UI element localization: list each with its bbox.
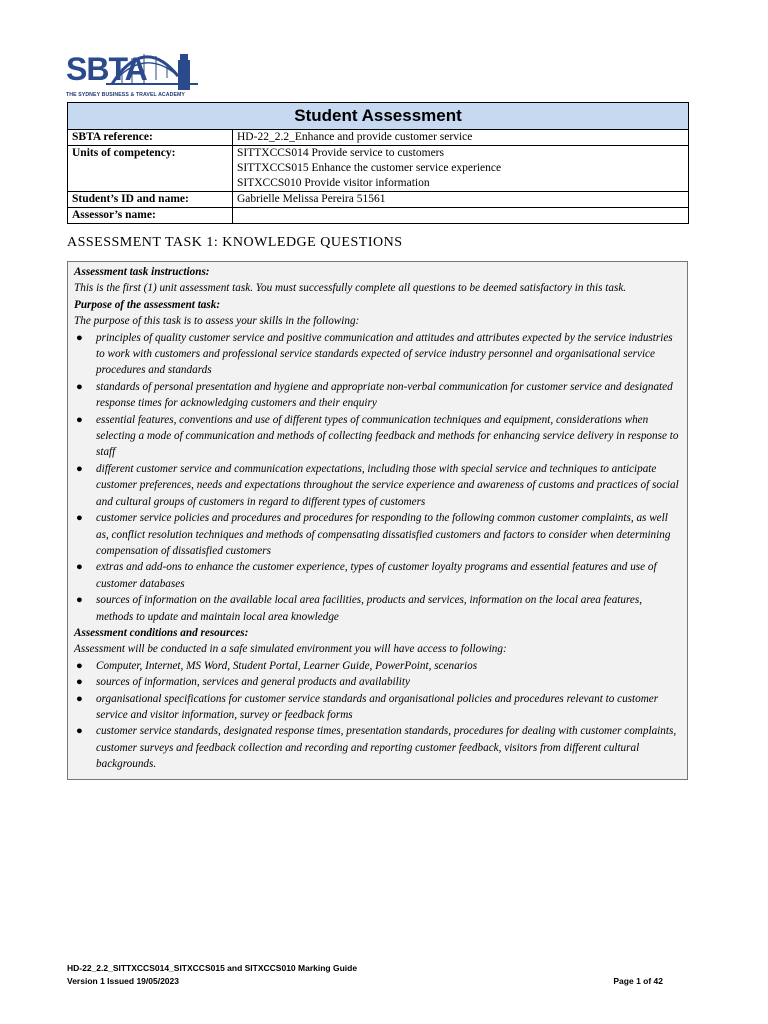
table-row — [68, 130, 689, 146]
logo-tagline: THE SYDNEY BUSINESS & TRAVEL ACADEMY — [66, 92, 185, 98]
list-item-text: extras and add-ons to enhance the customer experience, types of customer loyalty programs and essential features and use of customer databases — [96, 561, 657, 590]
instructions-box — [67, 261, 688, 780]
table-title: Student Assessment — [68, 103, 689, 130]
row-value — [233, 130, 689, 146]
list-item-text: Computer, Internet, MS Word, Student Portal, Learner Guide, PowerPoint, scenarios — [96, 659, 478, 672]
list-item-text: essential features, conventions and use of different types of communication techniques and equipment, considerations when selecting a mode of communication and methods of collecting feedback and methods for enhancing service delivery in response to staff — [96, 413, 679, 459]
list-item-text: different customer service and communication expectations, including those with special service and techniques to anticipate customer preferences, needs and expectations throughout the service experience and awareness of customs and practices of social and cultural groups of customers in regard to different types of customers — [96, 462, 679, 508]
list-item — [74, 674, 681, 690]
list-item-text: sources of information on the available local area facilities, products and services, information on the local area features, methods to update and maintain local area knowledge — [96, 594, 643, 623]
list-item-text: principles of quality customer service and positive communication and attitudes and attributes expected by the service industries to work with customers and professional service standards expected of service industry personnel and organisational service procedures and standards — [96, 331, 673, 377]
list-item-text: standards of personal presentation and hygiene and appropriate non-verbal communication for customer service and designated response times for acknowledging customers and their enquiry — [96, 380, 673, 410]
bullet-icon: ● — [76, 331, 83, 344]
bullet-icon: ● — [76, 380, 83, 393]
purpose-heading: Purpose of the assessment task: — [74, 298, 221, 311]
conditions-text: Assessment will be conducted in a safe simulated environment you will have access to following: — [74, 643, 507, 656]
bullet-icon: ● — [76, 413, 83, 426]
list-item — [74, 559, 681, 592]
list-item — [74, 510, 681, 559]
bullet-icon: ● — [76, 659, 83, 672]
resources-list — [74, 658, 681, 773]
purpose-text: The purpose of this task is to assess your skills in the following: — [74, 315, 360, 328]
footer-document-title: HD-22_2.2_SITTXCCS014_SITXCCS015 and SITXCCS010 Marking Guide — [67, 963, 358, 973]
student-id-name-value: Gabrielle Melissa Pereira 51561 — [237, 193, 386, 205]
sbta-reference-value: HD-22_2.2_Enhance and provide customer service — [237, 131, 473, 143]
row-value — [233, 146, 689, 192]
instructions-heading: Assessment task instructions: — [74, 266, 210, 278]
list-item-text: customer service standards, designated response times, presentation standards, procedures for dealing with customer complaints, customer surveys and feedback collection and recording and reporting customer feedback, visitors from different cultural backgrounds. — [96, 725, 677, 771]
list-item-text: sources of information, services and general products and availability — [96, 676, 410, 689]
list-item — [74, 691, 681, 724]
purpose-list — [74, 330, 681, 625]
row-label: SBTA reference: — [68, 130, 233, 146]
unit-line: SITTXCCS014 Provide service to customers — [237, 147, 444, 159]
list-item — [74, 461, 681, 510]
unit-line: SITXCCS010 Provide visitor information — [237, 177, 430, 189]
page-footer — [67, 962, 663, 988]
list-item — [74, 592, 681, 625]
footer-version: Version 1 Issued 19/05/2023 — [67, 976, 179, 986]
table-row — [68, 146, 689, 192]
task-heading: ASSESSMENT TASK 1: KNOWLEDGE QUESTIONS — [67, 235, 403, 250]
instructions-text: This is the first (1) unit assessment task. You must successfully complete all questions to be deemed satisfactory in this task. — [74, 282, 627, 295]
row-label: Student’s ID and name: — [68, 192, 233, 208]
list-item — [74, 379, 681, 412]
table-row — [68, 192, 689, 208]
row-value — [233, 192, 689, 208]
bullet-icon: ● — [76, 676, 83, 689]
list-item — [74, 412, 681, 461]
assessor-name-value — [233, 208, 689, 224]
list-item — [74, 723, 681, 772]
bullet-icon: ● — [76, 692, 83, 705]
bullet-icon: ● — [76, 462, 83, 475]
sbta-logo — [66, 40, 198, 102]
conditions-heading: Assessment conditions and resources: — [74, 626, 249, 639]
unit-line: SITTXCCS015 Enhance the customer service experience — [237, 162, 502, 174]
list-item-text: customer service policies and procedures and procedures for responding to the following common customer complaints, as well as, conflict resolution techniques and methods of compensating dissatisfied customers and factors to consider when determining compensation of dissatisfied customers — [96, 512, 671, 557]
list-item — [74, 330, 681, 379]
list-item — [74, 658, 681, 674]
row-label: Assessor’s name: — [68, 208, 233, 224]
student-assessment-table — [67, 102, 689, 224]
bullet-icon: ● — [76, 512, 83, 525]
logo-text: SBTA — [66, 51, 147, 87]
table-row — [68, 208, 689, 224]
page-number: Page 1 of 42 — [613, 976, 663, 986]
bullet-icon: ● — [76, 594, 83, 607]
list-item-text: organisational specifications for customer service standards and organisational policies and procedures relevant to customer service and visitor information, survey or feedback forms — [96, 692, 659, 721]
bullet-icon: ● — [76, 725, 83, 738]
bullet-icon: ● — [76, 561, 83, 574]
row-label: Units of competency: — [68, 146, 233, 192]
